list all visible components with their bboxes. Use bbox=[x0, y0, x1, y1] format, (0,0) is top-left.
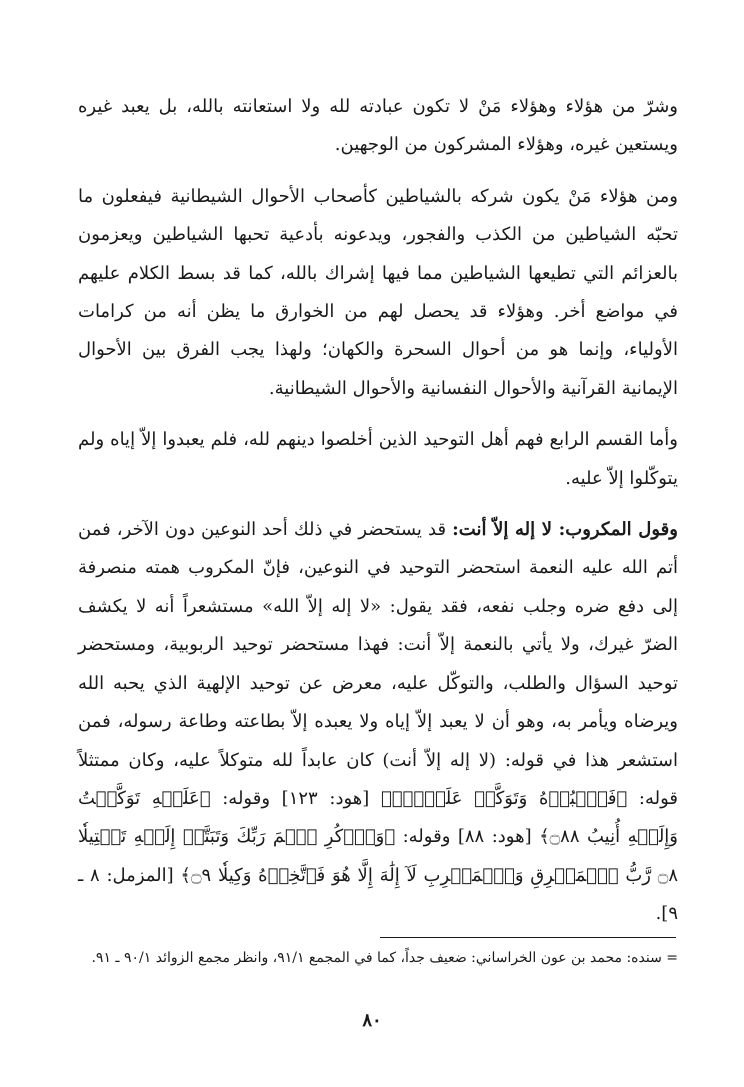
paragraph-4-text: قد يستحضر في ذلك أحد النوعين دون الآخر، فمن أتم الله عليه النعمة استحضر التوحيد في النوعين، فإنّ المكروب همته منصرفة إلى دفع ضره وجلب نفعه، فقد يقول: «لا إله إلاّ الله» مستشعراً أنه لا يكشف الضرّ غيرك، ولا يأتي بالنعمة إلاّ أنت: فهذا مستحضر توحيد الربوبية، ومستحضر توحيد السؤال والطلب، والتوكّل عليه، معرض عن توحيد الإلهية الذي يحبه الله ويرضاه ويأمر به، وهو أن لا يعبد إلاّ إياه ولا يعبده إلاّ بطاعته وطاعة رسوله، فمن استشعر هذا في قوله: (لا إله إلاّ أنت) كان عابداً لله متوكلاً عليه، وكان ممتثلاً قوله: ﴿فَٱعۡبُدۡهُ وَتَوَكَّلۡ عَلَيۡهِۚ﴾ [هود: ١٢٣] وقوله: ﴿عَلَيۡهِ تَوَكَّلۡتُ وَإِلَيۡهِ أُنِيبُ ۝٨٨﴾ [هود: ٨٨] وقوله: ﴿وَٱذۡكُرِ ٱسۡمَ رَبِّكَ وَتَبَتَّلۡ إِلَيۡهِ تَبۡتِيلٗا ۝٨ رَّبُّ ٱلۡمَشۡرِقِ وَٱلۡمَغۡرِبِ لَآ إِلَٰهَ إِلَّا هُوَ فَٱتَّخِذۡهُ وَكِيلٗا ۝٩﴾ [المزمل: ٨ ـ ٩]. bbox=[78, 519, 679, 925]
paragraph-4 bbox=[78, 511, 678, 933]
paragraph-3: وأما القسم الرابع فهم أهل التوحيد الذين أخلصوا دينهم لله، فلم يعبدوا إلاّ إياه ولم يتوكّلوا إلاّ عليه. bbox=[78, 429, 678, 489]
paragraph-2: ومن هؤلاء مَنْ يكون شركه بالشياطين كأصحاب الأحوال الشيطانية فيفعلون ما تحبّه الشياطين من الكذب والفجور، ويدعونه بأدعية تحبها الشياطين ويعزمون بالعزائم التي تطيعها الشياطين مما فيها إشراك بالله، كما قد بسط الكلام عليهم في مواضع أخر. وهؤلاء قد يحصل لهم من الخوارق ما يظن أنه من كرامات الأولياء، وإنما هو من أحوال السحرة والكهان؛ ولهذا يجب الفرق بين الأحوال الإيمانية القرآنية والأحوال النفسانية والأحوال الشيطانية. bbox=[78, 185, 678, 399]
footnote: = سنده: محمد بن عون الخراساني: ضعيف جداً، كما في المجمع ٩١/١، وانظر مجمع الزوائد ٩٠/١ ـ ٩١. bbox=[91, 950, 678, 966]
paragraph-1: وشرّ من هؤلاء وهؤلاء مَنْ لا تكون عبادته لله ولا استعانته بالله، بل يعبد غيره ويستعين غيره، وهؤلاء المشركون من الوجهين. bbox=[78, 96, 678, 156]
paragraph-4-lead: وقول المكروب: لا إله إلاّ أنت: bbox=[452, 519, 678, 541]
footnote-divider bbox=[380, 937, 676, 938]
main-text bbox=[78, 88, 678, 947]
page-number: ٨٠ bbox=[362, 1010, 382, 1031]
